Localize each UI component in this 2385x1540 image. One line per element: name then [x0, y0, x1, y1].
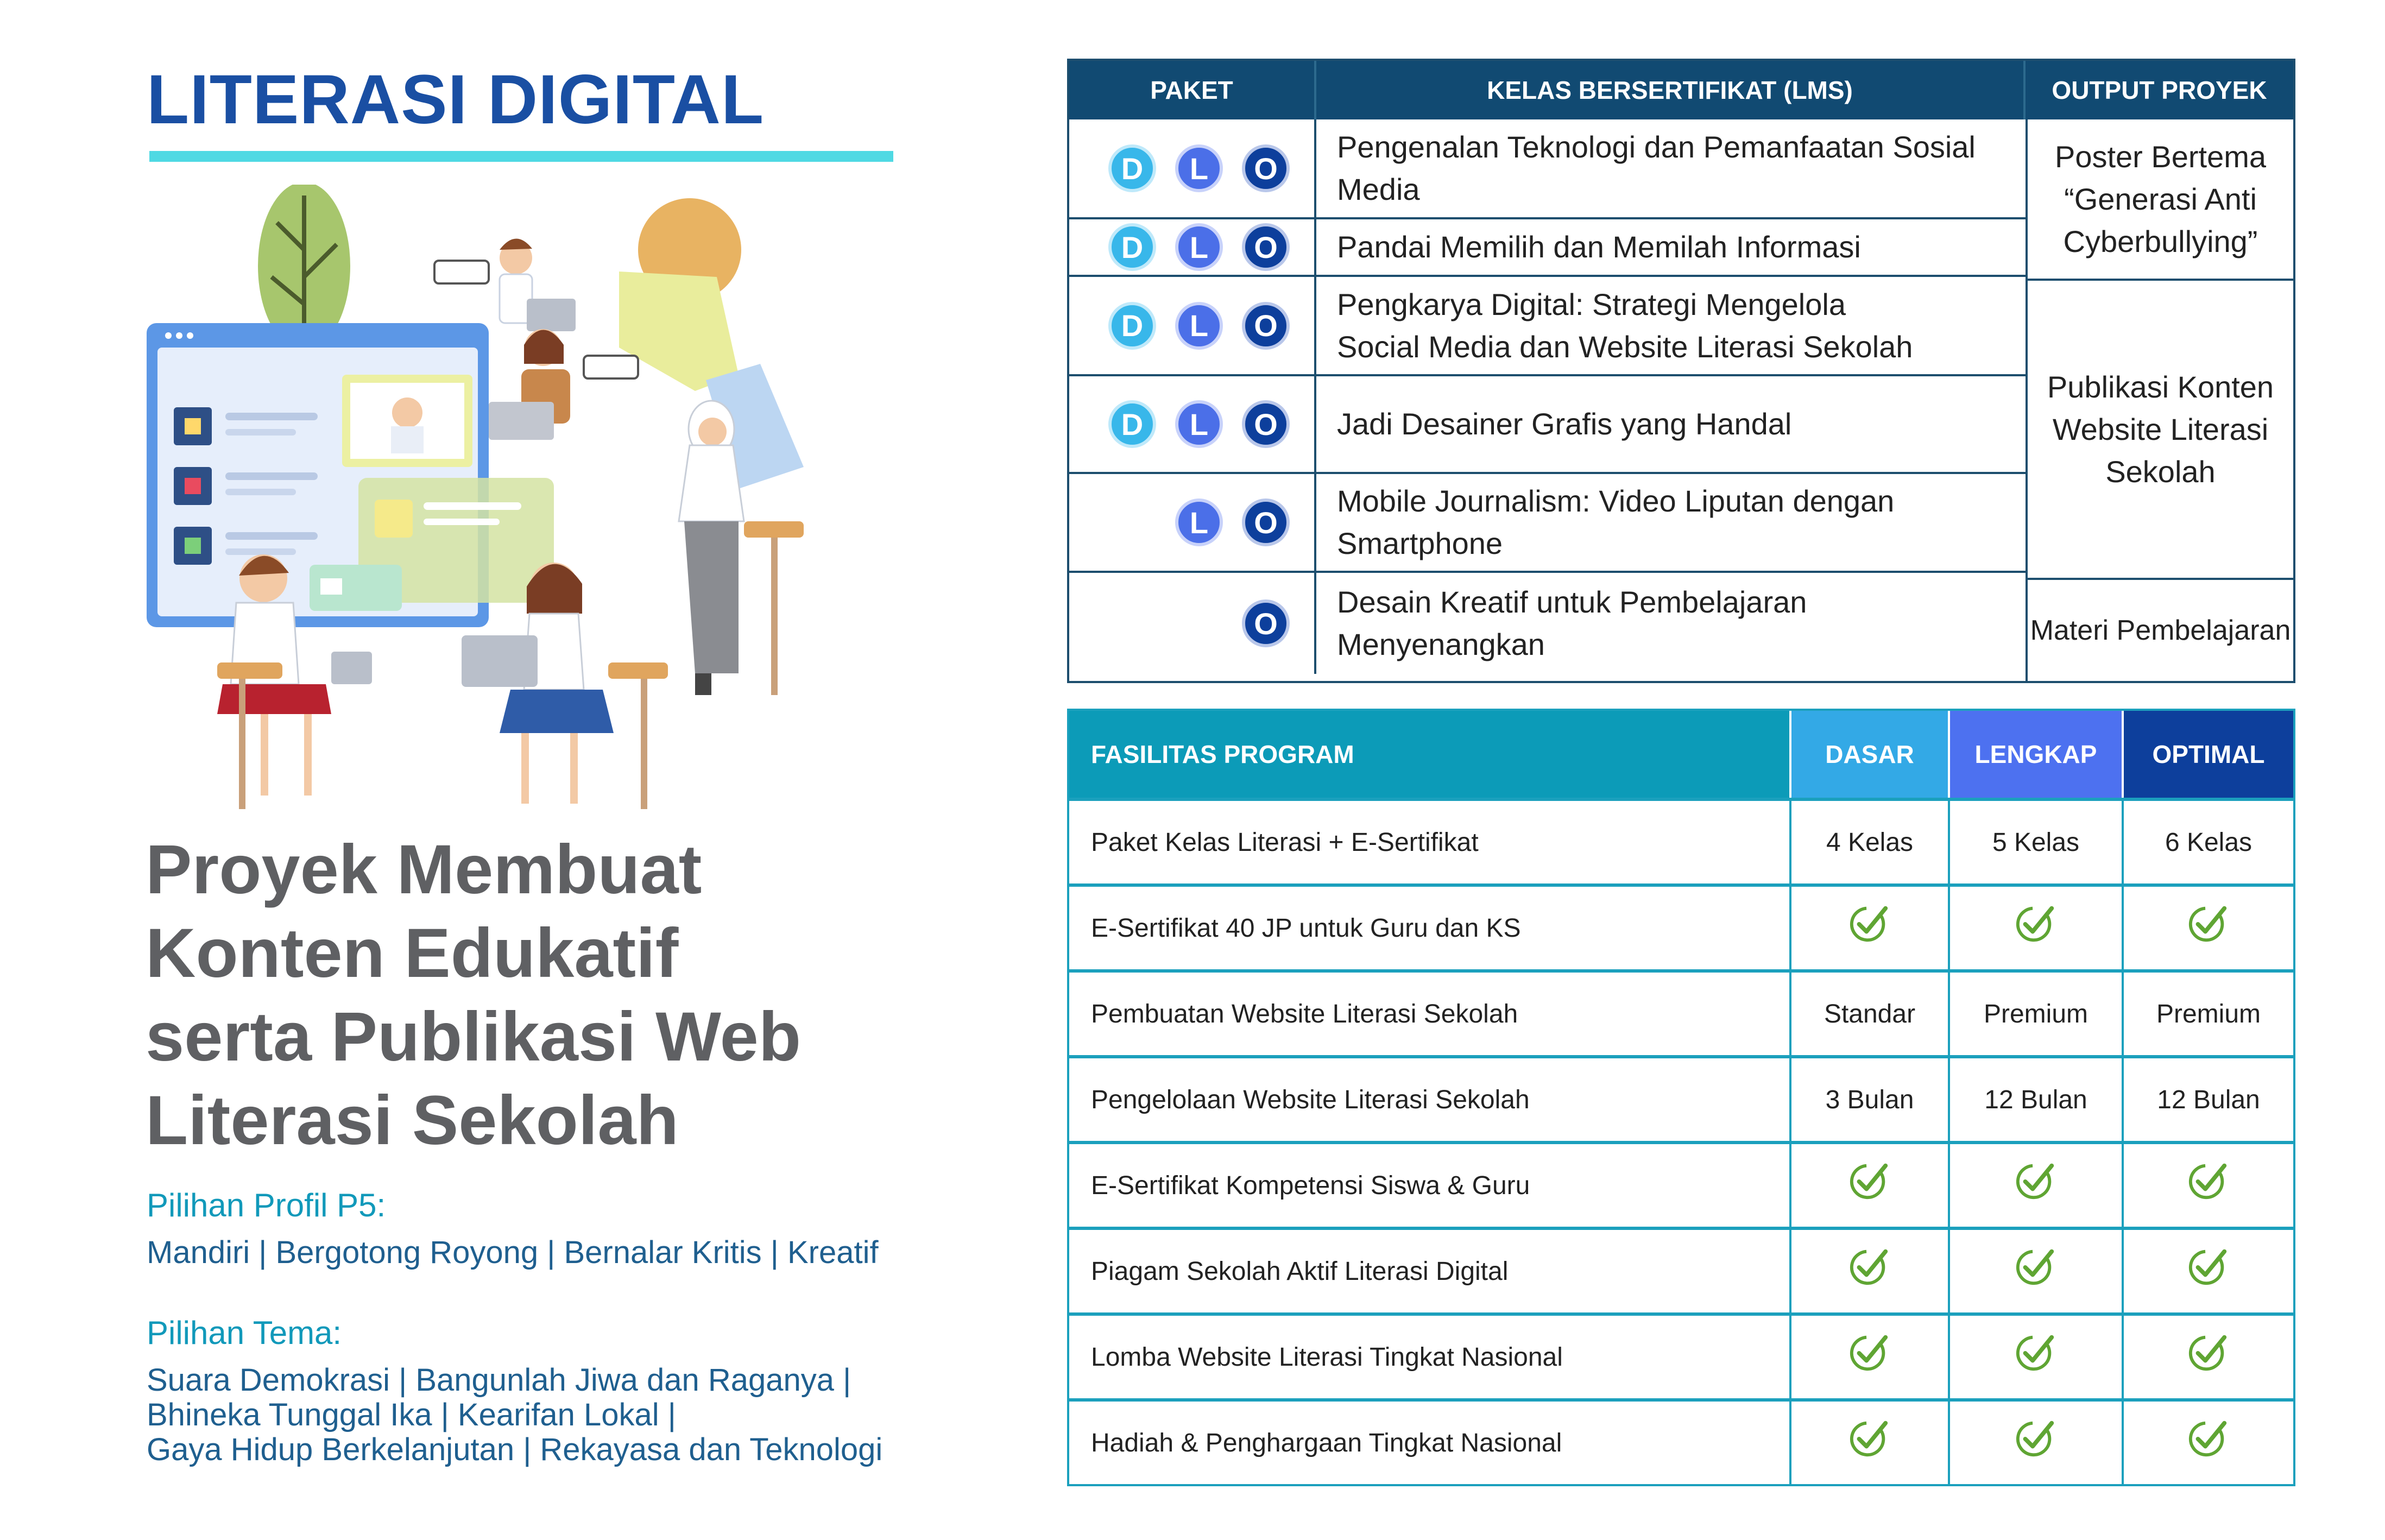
package-badges: [1069, 573, 1316, 674]
check-icon: [1950, 1230, 2124, 1312]
facilities-table: [1067, 709, 2295, 1486]
check-icon: [1950, 1316, 2124, 1398]
class-name: [1316, 474, 2026, 571]
check-icon: [1791, 1230, 1950, 1312]
profile-text: Mandiri | Bergotong Royong | Bernalar Kritis | Kreatif: [147, 1235, 879, 1270]
classes-table-header: [1069, 61, 2293, 119]
class-row: [1069, 119, 2026, 217]
class-name-line: Social Media dan Website Literasi Sekolah: [1337, 329, 1913, 364]
package-badge-l: L: [1175, 223, 1223, 271]
check-icon: [1950, 1402, 2124, 1484]
check-icon: [2124, 887, 2293, 969]
page-headline: [146, 828, 933, 1163]
facility-row: [1069, 1398, 2293, 1484]
check-icon: [1791, 1144, 1950, 1227]
cell-dasar: 3 Bulan: [1791, 1058, 1950, 1141]
package-badge-o: O: [1242, 498, 1290, 546]
facility-label: Paket Kelas Literasi + E-Sertifikat: [1069, 801, 1791, 883]
check-icon: [1791, 1402, 1950, 1484]
package-badge-l: L: [1175, 144, 1223, 192]
classes-rows: [1069, 119, 2026, 681]
theme-label: Pilihan Tema:: [147, 1315, 342, 1351]
facility-label: Pengelolaan Website Literasi Sekolah: [1069, 1058, 1791, 1141]
cell-dasar: Standar: [1791, 973, 1950, 1055]
facility-label: Lomba Website Literasi Tingkat Nasional: [1069, 1316, 1791, 1398]
class-name: [1316, 376, 2026, 472]
package-badge-o: O: [1242, 302, 1290, 350]
theme-line: Bhineka Tunggal Ika | Kearifan Lokal |: [147, 1397, 676, 1432]
package-badge-d: D: [1108, 400, 1156, 448]
facility-label: Pembuatan Website Literasi Sekolah: [1069, 973, 1791, 1055]
output-line: Materi Pembelajaran: [2030, 615, 2291, 646]
check-icon: [1950, 1144, 2124, 1227]
package-badge-d: D: [1108, 223, 1156, 271]
class-name: [1316, 119, 2026, 217]
check-icon: [2124, 1144, 2293, 1227]
header-fasilitas: FASILITAS PROGRAM: [1069, 711, 1791, 798]
facilities-table-header: [1069, 711, 2293, 798]
cell-optimal: Premium: [2156, 999, 2261, 1028]
package-badges: [1069, 219, 1316, 275]
class-row: [1069, 472, 2026, 571]
package-badge-l: L: [1175, 302, 1223, 350]
facility-row: [1069, 969, 2293, 1055]
theme-text: [147, 1363, 882, 1467]
cell-lengkap: 12 Bulan: [1950, 1058, 2124, 1141]
package-badge-o: O: [1242, 599, 1290, 647]
class-row: [1069, 275, 2026, 374]
facility-row: [1069, 883, 2293, 969]
header-output: OUTPUT PROYEK: [2052, 76, 2267, 104]
facility-label: Piagam Sekolah Aktif Literasi Digital: [1069, 1230, 1791, 1312]
output-line: Poster Bertema: [2054, 139, 2267, 174]
output-line: Website Literasi: [2052, 412, 2269, 446]
package-badge-d: D: [1108, 302, 1156, 350]
headline-line: Konten Edukatif: [146, 914, 679, 992]
class-row: [1069, 217, 2026, 275]
package-badge-l: L: [1175, 498, 1223, 546]
class-name-line: Pandai Memilih dan Memilah Informasi: [1337, 230, 1861, 264]
output-cell: [2028, 279, 2293, 578]
header-optimal: OPTIMAL: [2124, 711, 2293, 798]
headline-line: Literasi Sekolah: [146, 1082, 679, 1159]
facility-label: Hadiah & Penghargaan Tingkat Nasional: [1069, 1402, 1791, 1484]
package-badge-o: O: [1242, 223, 1290, 271]
output-line: Sekolah: [2105, 454, 2216, 489]
brand-title: LITERASI DIGITAL: [147, 61, 765, 138]
output-column: [2026, 119, 2293, 681]
profile-label: Pilihan Profil P5:: [147, 1187, 386, 1223]
class-name-line: Smartphone: [1337, 526, 1503, 560]
output-line: Publikasi Konten: [2047, 369, 2274, 404]
package-badge-o: O: [1242, 144, 1290, 192]
class-name-line: Mobile Journalism: Video Liputan dengan: [1337, 484, 1895, 518]
header-kelas: KELAS BERSERTIFIKAT (LMS): [1316, 61, 2026, 119]
students-online-learning-illustration: [141, 185, 820, 815]
facility-row: [1069, 798, 2293, 883]
class-name-line: Menyenangkan: [1337, 627, 1545, 661]
class-name-line: Media: [1337, 172, 1420, 206]
check-icon: [2124, 1402, 2293, 1484]
check-icon: [1791, 887, 1950, 969]
facility-row: [1069, 1141, 2293, 1227]
check-icon: [2124, 1230, 2293, 1312]
check-icon: [2124, 1316, 2293, 1398]
package-badge-l: L: [1175, 400, 1223, 448]
class-row: [1069, 571, 2026, 674]
facilities-rows: [1069, 798, 2293, 1484]
check-icon: [1791, 1316, 1950, 1398]
header-lengkap: LENGKAP: [1950, 711, 2124, 798]
cell-optimal: 6 Kelas: [2165, 828, 2252, 857]
output-cell: [2028, 119, 2293, 279]
title-underline: [149, 151, 893, 162]
class-name: [1316, 219, 2026, 275]
facility-row: [1069, 1055, 2293, 1141]
cell-lengkap: Premium: [1950, 973, 2124, 1055]
class-name: [1316, 573, 2026, 674]
class-name-line: Pengkarya Digital: Strategi Mengelola: [1337, 287, 1846, 321]
package-badges: [1069, 119, 1316, 217]
header-dasar: DASAR: [1791, 711, 1950, 798]
classes-table: [1067, 59, 2295, 683]
package-badge-d: D: [1108, 144, 1156, 192]
package-badge-o: O: [1242, 400, 1290, 448]
class-row: [1069, 374, 2026, 472]
cell-lengkap: 5 Kelas: [1950, 801, 2124, 883]
cell-dasar: 4 Kelas: [1791, 801, 1950, 883]
output-line: Cyberbullying”: [2063, 224, 2258, 258]
package-badges: [1069, 474, 1316, 571]
headline-line: serta Publikasi Web: [146, 998, 801, 1076]
output-line: “Generasi Anti: [2064, 181, 2257, 216]
package-badges: [1069, 277, 1316, 374]
class-name-line: Jadi Desainer Grafis yang Handal: [1337, 407, 1792, 441]
class-name-line: Desain Kreatif untuk Pembelajaran: [1337, 585, 1807, 619]
output-cell: [2028, 578, 2293, 681]
check-icon: [1950, 887, 2124, 969]
headline-line: Proyek Membuat: [146, 831, 702, 908]
class-name: [1316, 277, 2026, 374]
theme-line: Suara Demokrasi | Bangunlah Jiwa dan Raganya |: [147, 1362, 851, 1398]
facility-row: [1069, 1227, 2293, 1312]
facility-label: E-Sertifikat 40 JP untuk Guru dan KS: [1069, 887, 1791, 969]
theme-line: Gaya Hidup Berkelanjutan | Rekayasa dan Teknologi: [147, 1432, 883, 1467]
class-name-line: Pengenalan Teknologi dan Pemanfaatan Sosial: [1337, 130, 1976, 164]
package-badges: [1069, 376, 1316, 472]
cell-optimal: 12 Bulan: [2157, 1085, 2260, 1114]
facility-row: [1069, 1312, 2293, 1398]
header-paket: PAKET: [1069, 61, 1316, 119]
facility-label: E-Sertifikat Kompetensi Siswa & Guru: [1069, 1144, 1791, 1227]
